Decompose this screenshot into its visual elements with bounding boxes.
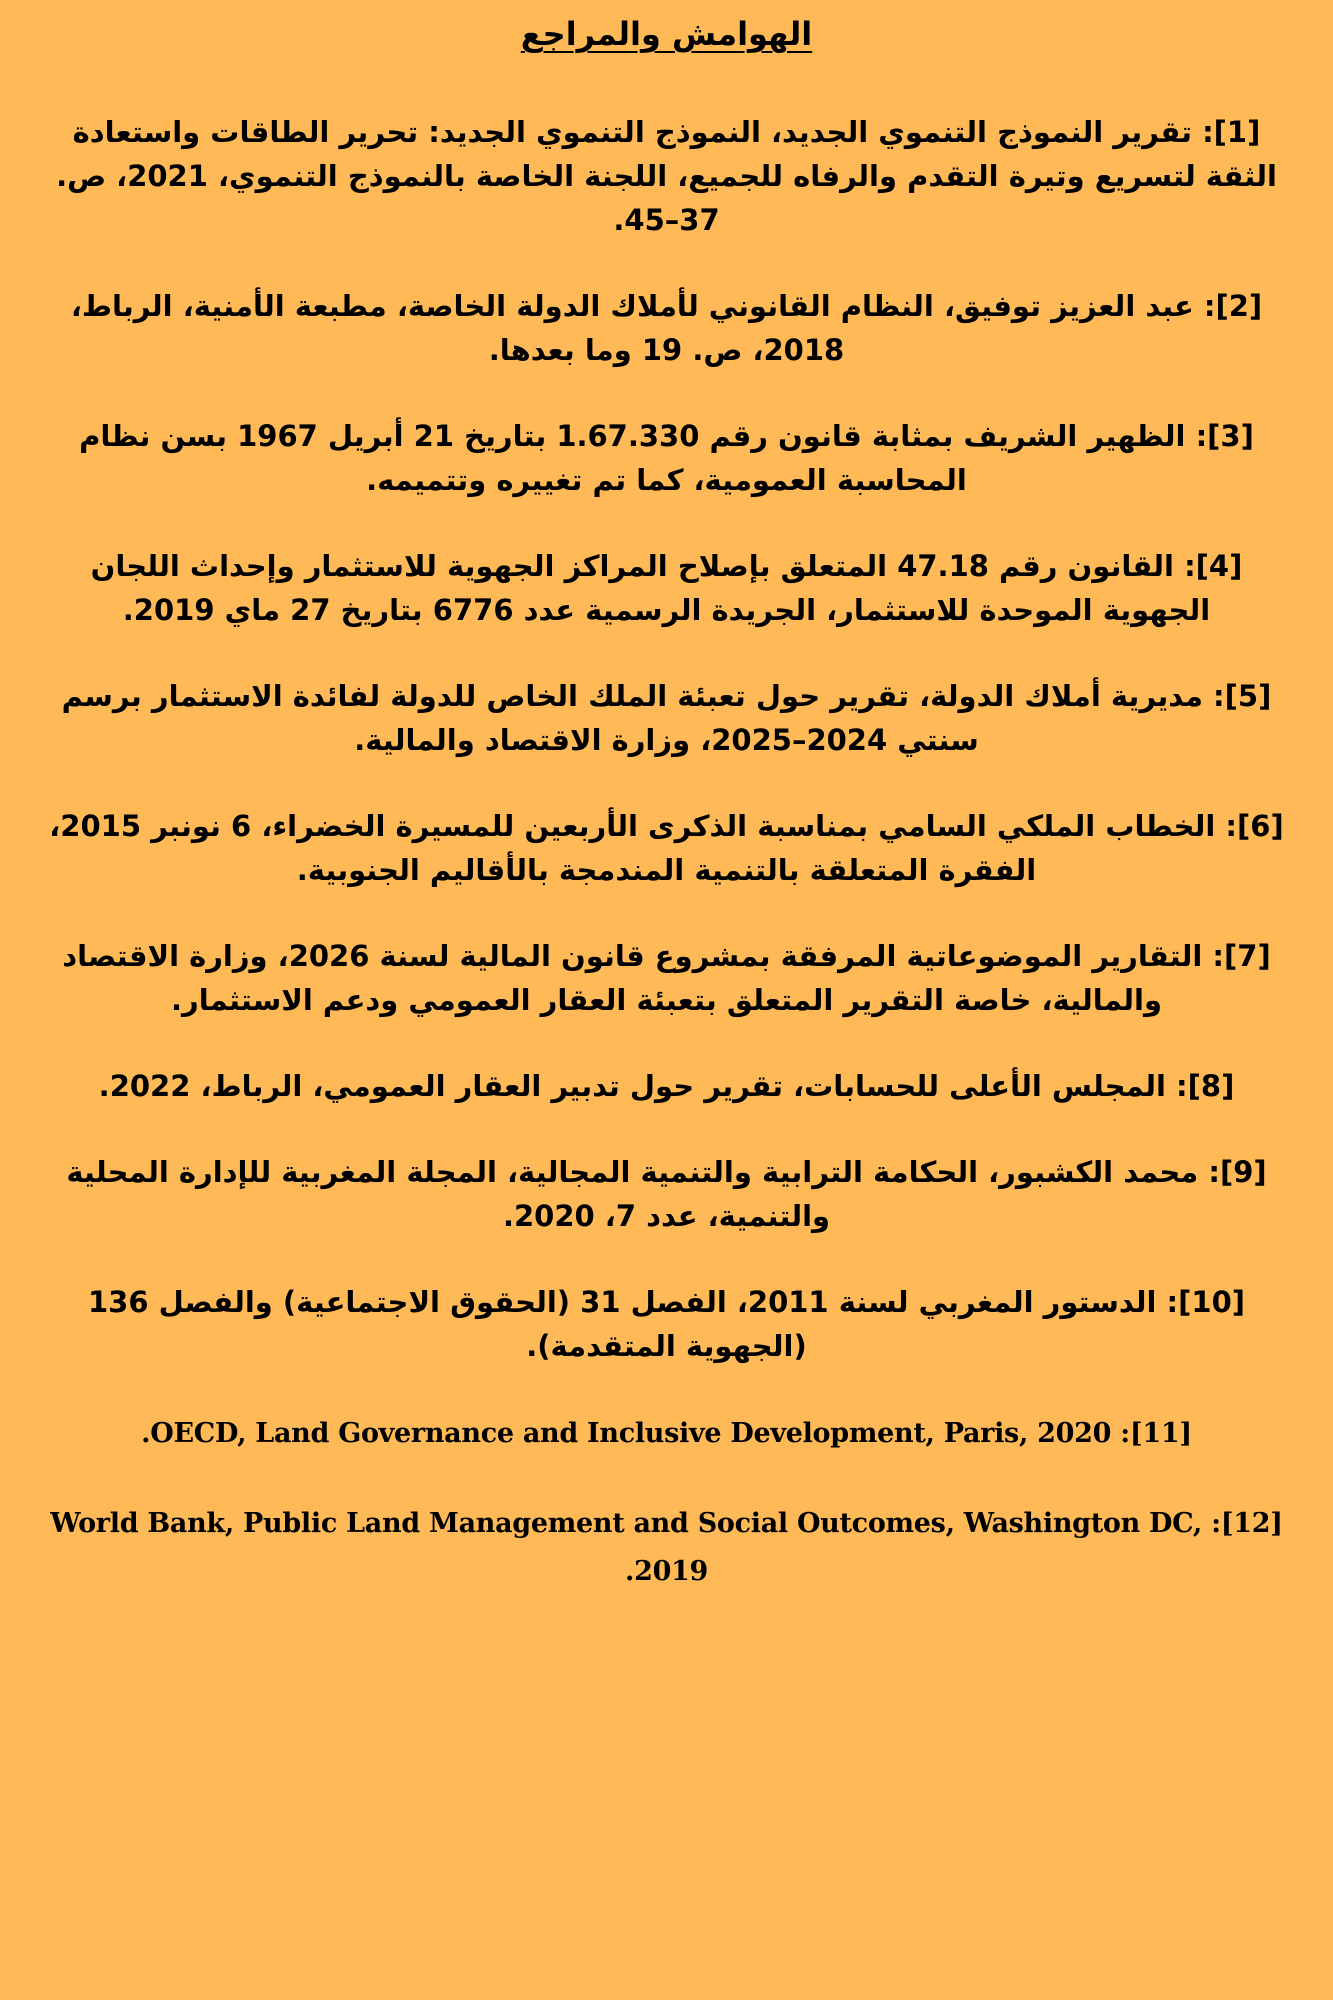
reference-item-7: [7]: التقارير الموضوعاتية المرفقة بمشروع قانون المالية لسنة 2026، وزارة الاقتصاد والمالية، خاصة التقرير المتعلق بتعبئة العقار العمومي ودعم الاستثمار. [62, 939, 1271, 1017]
page-title: الهوامش والمراجع [520, 15, 813, 53]
reference-item-8: [8]: المجلس الأعلى للحسابات، تقرير حول تدبير العقار العمومي، الرباط، 2022. [98, 1069, 1235, 1103]
reference-item-10: [10]: الدستور المغربي لسنة 2011، الفصل 31 (الحقوق الاجتماعية) والفصل 136 (الجهوية المتقدمة). [87, 1285, 1246, 1363]
reference-item-11: [11]: OECD, Land Governance and Inclusive Development, Paris, 2020. [141, 1418, 1192, 1449]
reference-item-1: [1]: تقرير النموذج التنموي الجديد، النموذج التنموي الجديد: تحرير الطاقات واستعادة الثقة لتسريع وتيرة التقدم والرفاه للجميع، اللجنة الخاصة بالنموذج التنموي، 2021، ص. 37–45. [56, 115, 1277, 237]
reference-item-2: [2]: عبد العزيز توفيق، النظام القانوني لأملاك الدولة الخاصة، مطبعة الأمنية، الرباط، 2018، ص. 19 وما بعدها. [70, 289, 1263, 367]
reference-item-9: [9]: محمد الكشبور، الحكامة الترابية والتنمية المجالية، المجلة المغربية للإدارة المحلية والتنمية، عدد 7، 2020. [66, 1155, 1267, 1233]
reference-item-12: [12]: World Bank, Public Land Management and Social Outcomes, Washington DC, 2019. [50, 1508, 1283, 1587]
reference-item-5: [5]: مديرية أملاك الدولة، تقرير حول تعبئة الملك الخاص للدولة لفائدة الاستثمار برسم سنتي 2024–2025، وزارة الاقتصاد والمالية. [61, 679, 1272, 757]
references-list [40, 110, 1293, 1596]
reference-item-4: [4]: القانون رقم 47.18 المتعلق بإصلاح المراكز الجهوية للاستثمار وإحداث اللجان الجهوية الموحدة للاستثمار، الجريدة الرسمية عدد 6776 بتاريخ 27 ماي 2019. [90, 549, 1243, 627]
reference-item-6: [6]: الخطاب الملكي السامي بمناسبة الذكرى الأربعين للمسيرة الخضراء، 6 نونبر 2015، الفقرة المتعلقة بالتنمية المندمجة بالأقاليم الجنوبية. [49, 809, 1284, 887]
reference-item-3: [3]: الظهير الشريف بمثابة قانون رقم 1.67.330 بتاريخ 21 أبريل 1967 بسن نظام المحاسبة العمومية، كما تم تغييره وتتميمه. [79, 419, 1254, 497]
